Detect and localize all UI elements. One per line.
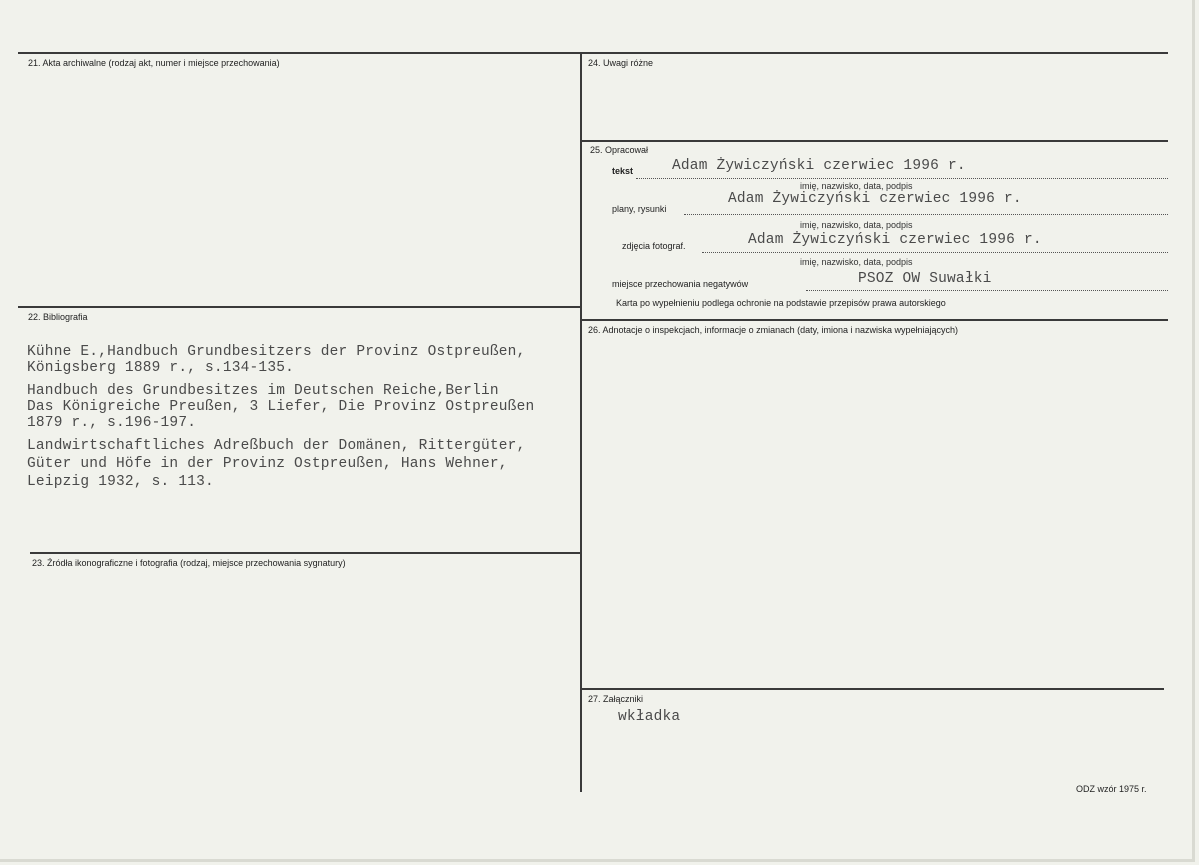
tekst-dotted-line: [636, 178, 1168, 179]
rule-26: [582, 319, 1168, 321]
field-21-label: 21. Akta archiwalne (rodzaj akt, numer i miejsce przechowania): [28, 58, 280, 68]
plany-label: plany, rysunki: [612, 204, 667, 214]
field-22-label: 22. Bibliografia: [28, 312, 88, 322]
miejsce-value: PSOZ OW Suwałki: [858, 271, 992, 287]
rule-27: [582, 688, 1164, 690]
field-24-label: 24. Uwagi różne: [588, 58, 654, 68]
zdjecia-caption: imię, nazwisko, data, podpis: [800, 257, 913, 267]
attachments-value: wkładka: [618, 709, 681, 725]
bibliography-line: Handbuch des Grundbesitzes im Deutschen Reiche,Berlin: [27, 383, 499, 399]
form-number: ODZ wzór 1975 r.: [1076, 784, 1147, 794]
bibliography-line: Güter und Höfe in der Provinz Ostpreußen, Hans Wehner,: [27, 456, 508, 472]
rule-23: [30, 552, 580, 554]
field-25-label: 25. Opracował: [590, 145, 649, 155]
bibliography-line: Landwirtschaftliches Adreßbuch der Domänen, Rittergüter,: [27, 438, 526, 454]
column-divider: [580, 52, 582, 792]
bibliography-line: Königsberg 1889 r., s.134-135.: [27, 360, 295, 376]
field-26-label: 26. Adnotacje o inspekcjach, informacje o zmianach (daty, imiona i nazwiska wypełniających): [588, 325, 959, 335]
field-23-label: 23. Źródła ikonograficzne i fotografia (rodzaj, miejsce przechowania sygnatury): [32, 558, 346, 568]
copyright-notice: Karta po wypełnieniu podlega ochronie na podstawie przepisów prawa autorskiego: [616, 298, 946, 308]
miejsce-label: miejsce przechowania negatywów: [612, 279, 749, 289]
zdjecia-value: Adam Żywiczyński czerwiec 1996 r.: [748, 232, 1042, 248]
zdjecia-label: zdjęcia fotograf.: [622, 241, 686, 251]
field-27-label: 27. Załączniki: [588, 694, 644, 704]
miejsce-dotted-line: [806, 290, 1168, 291]
zdjecia-dotted-line: [702, 252, 1168, 253]
top-rule: [18, 52, 1168, 54]
bibliography-line: Das Königreiche Preußen, 3 Liefer, Die Provinz Ostpreußen: [27, 399, 535, 415]
rule-22: [18, 306, 580, 308]
tekst-caption: imię, nazwisko, data, podpis: [800, 181, 913, 191]
bibliography-line: 1879 r., s.196-197.: [27, 415, 197, 431]
plany-caption: imię, nazwisko, data, podpis: [800, 220, 913, 230]
tekst-value: Adam Żywiczyński czerwiec 1996 r.: [672, 158, 966, 174]
tekst-label: tekst: [612, 166, 634, 176]
plany-value: Adam Żywiczyński czerwiec 1996 r.: [728, 191, 1022, 207]
bibliography-line: Kühne E.,Handbuch Grundbesitzers der Provinz Ostpreußen,: [27, 344, 526, 360]
rule-25: [582, 140, 1168, 142]
plany-dotted-line: [684, 214, 1168, 215]
bibliography-line: Leipzig 1932, s. 113.: [27, 474, 214, 490]
